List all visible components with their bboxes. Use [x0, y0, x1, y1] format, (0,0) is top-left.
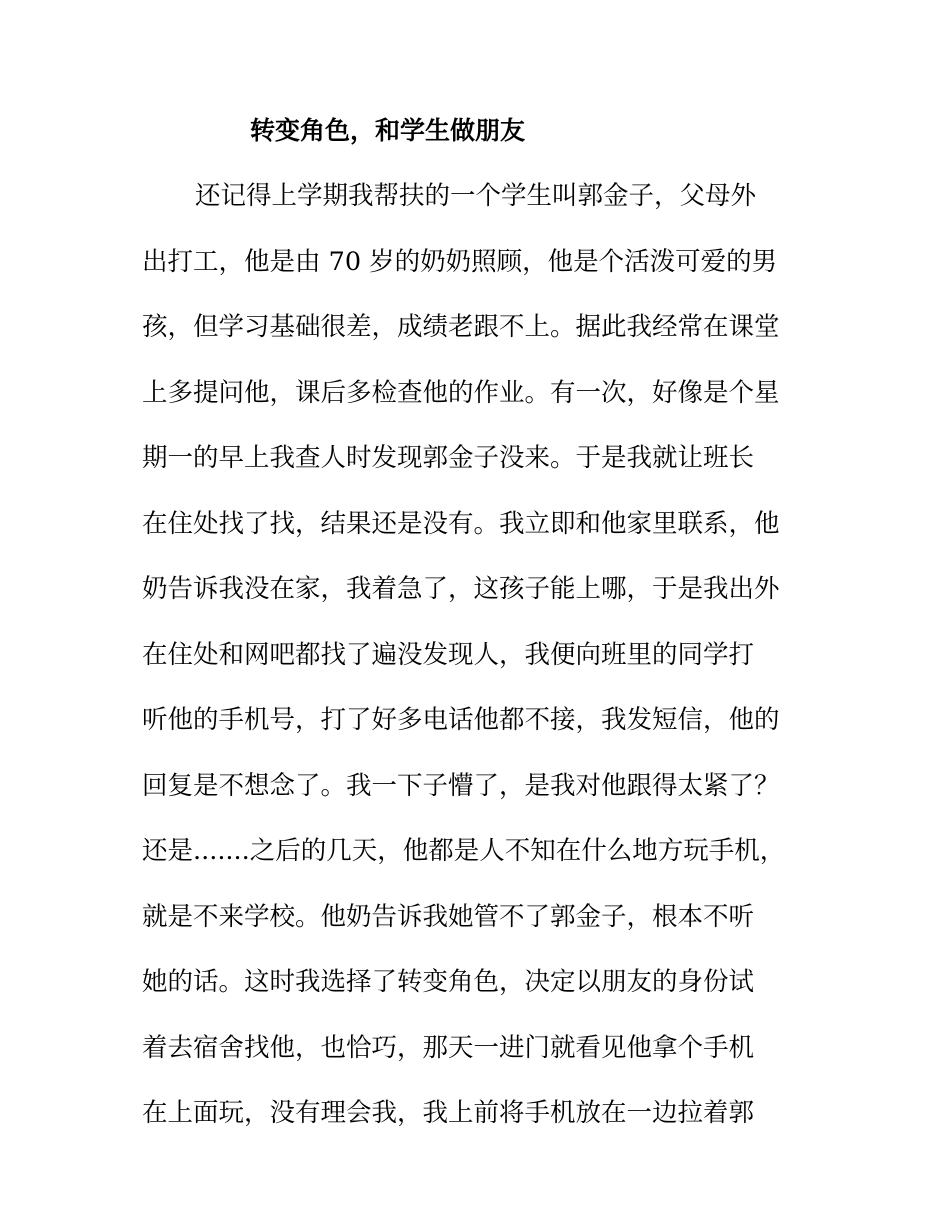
document-title: 转变角色，和学生做朋友 [250, 116, 526, 145]
text-line: 在住处找了找，结果还是没有。我立即和他家里联系，他 [142, 508, 780, 539]
text-line: 她的话。这时我选择了转变角色，决定以朋友的身份试 [142, 967, 755, 997]
text-line: 孩，但学习基础很差，成绩老跟不上。据此我经常在课堂 [142, 312, 780, 342]
text-line: 在上面玩，没有理会我，我上前将手机放在一边拉着郭 [142, 1098, 755, 1128]
text-line: 着去宿舍找他，也恰巧，那天一进门就看见他拿个手机 [142, 1032, 755, 1063]
text-line: 上多提问他，课后多检查他的作业。有一次，好像是个星 [142, 377, 780, 408]
text-line: 期一的早上我查人时发现郭金子没来。于是我就让班长 [142, 443, 755, 473]
document-body [142, 173, 842, 1156]
text-line: 回复是不想念了。我一下子懵了，是我对他跟得太紧了？ [142, 770, 780, 801]
text-line: 出打工，他是由 70 岁的奶奶照顾，他是个活泼可爱的男 [142, 246, 778, 277]
text-line: 还记得上学期我帮扶的一个学生叫郭金子，父母外 [195, 181, 757, 211]
text-line: 听他的手机号，打了好多电话他都不接，我发短信，他的 [142, 705, 780, 735]
text-line: 在住处和网吧都找了遍没发现人，我便向班里的同学打 [142, 639, 755, 670]
text-line: 就是不来学校。他奶告诉我她管不了郭金子，根本不听 [142, 901, 755, 932]
text-line: 奶告诉我没在家，我着急了，这孩子能上哪，于是我出外 [142, 574, 780, 604]
text-line: 还是.......之后的几天，他都是人不知在什么地方玩手机， [142, 836, 786, 866]
